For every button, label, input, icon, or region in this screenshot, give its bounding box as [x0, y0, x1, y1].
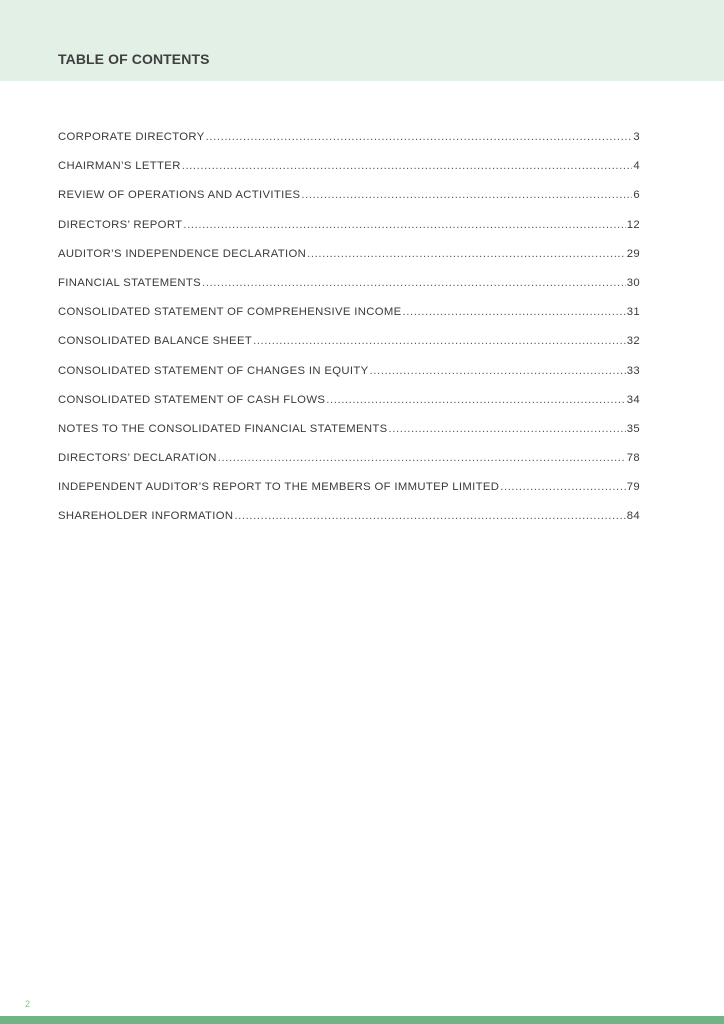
toc-entry-page: 12: [626, 218, 640, 231]
toc-entry[interactable]: [58, 335, 640, 364]
toc-dot-leader: [218, 452, 626, 464]
table-of-contents: [58, 131, 640, 540]
toc-entry-page: 33: [626, 364, 640, 377]
toc-dot-leader: [500, 481, 626, 493]
toc-entry-title: DIRECTORS’ DECLARATION: [58, 452, 217, 465]
toc-entry[interactable]: [58, 219, 640, 248]
toc-entry-page: 35: [626, 422, 640, 435]
toc-entry-title: SHAREHOLDER INFORMATION: [58, 510, 234, 523]
toc-dot-leader: [253, 335, 626, 347]
toc-entry-page: 84: [626, 510, 640, 523]
toc-entry-page: 32: [626, 335, 640, 348]
footer-band: [0, 1016, 724, 1024]
page-title: TABLE OF CONTENTS: [58, 51, 210, 67]
toc-entry-page: 30: [626, 276, 640, 289]
toc-entry[interactable]: [58, 131, 640, 160]
toc-entry[interactable]: [58, 306, 640, 335]
toc-dot-leader: [202, 277, 626, 289]
toc-dot-leader: [183, 219, 625, 231]
toc-entry-page: 79: [626, 481, 640, 494]
toc-entry[interactable]: [58, 481, 640, 510]
toc-entry-title: FINANCIAL STATEMENTS: [58, 276, 201, 289]
toc-entry[interactable]: [58, 277, 640, 306]
toc-entry-page: 31: [626, 306, 640, 319]
toc-entry-title: REVIEW OF OPERATIONS AND ACTIVITIES: [58, 189, 301, 202]
toc-entry-title: NOTES TO THE CONSOLIDATED FINANCIAL STATEMENTS: [58, 422, 388, 435]
toc-entry-page: 34: [626, 393, 640, 406]
toc-entry-title: AUDITOR’S INDEPENDENCE DECLARATION: [58, 247, 307, 260]
toc-entry[interactable]: [58, 160, 640, 189]
toc-entry-page: 6: [633, 189, 640, 202]
toc-entry[interactable]: [58, 248, 640, 277]
toc-entry-title: CONSOLIDATED BALANCE SHEET: [58, 335, 253, 348]
toc-entry[interactable]: [58, 189, 640, 218]
toc-entry-title: CORPORATE DIRECTORY: [58, 131, 205, 143]
toc-entry-page: 78: [626, 452, 640, 465]
toc-entry[interactable]: [58, 452, 640, 481]
toc-dot-leader: [403, 306, 626, 318]
toc-dot-leader: [389, 423, 626, 435]
toc-entry-title: CONSOLIDATED STATEMENT OF CASH FLOWS: [58, 393, 326, 406]
toc-entry[interactable]: [58, 510, 640, 539]
toc-dot-leader: [326, 394, 626, 406]
toc-dot-leader: [369, 365, 625, 377]
toc-entry[interactable]: [58, 365, 640, 394]
toc-dot-leader: [182, 160, 633, 172]
toc-dot-leader: [206, 131, 633, 143]
header-band: [0, 0, 724, 81]
toc-entry-title: DIRECTORS’ REPORT: [58, 218, 183, 231]
toc-entry-title: CONSOLIDATED STATEMENT OF COMPREHENSIVE INCOME: [58, 306, 402, 319]
toc-entry-title: CONSOLIDATED STATEMENT OF CHANGES IN EQUITY: [58, 364, 369, 377]
toc-entry-title: CHAIRMAN’S LETTER: [58, 160, 181, 173]
toc-entry[interactable]: [58, 394, 640, 423]
toc-dot-leader: [307, 248, 626, 260]
toc-dot-leader: [234, 510, 625, 522]
toc-entry-page: 4: [633, 160, 640, 173]
toc-dot-leader: [301, 189, 632, 201]
page-number: 2: [25, 999, 31, 1009]
toc-entry[interactable]: [58, 423, 640, 452]
toc-entry-page: 29: [626, 247, 640, 260]
toc-entry-page: 3: [633, 131, 640, 143]
toc-entry-title: INDEPENDENT AUDITOR’S REPORT TO THE MEMBERS OF IMMUTEP LIMITED: [58, 481, 500, 494]
